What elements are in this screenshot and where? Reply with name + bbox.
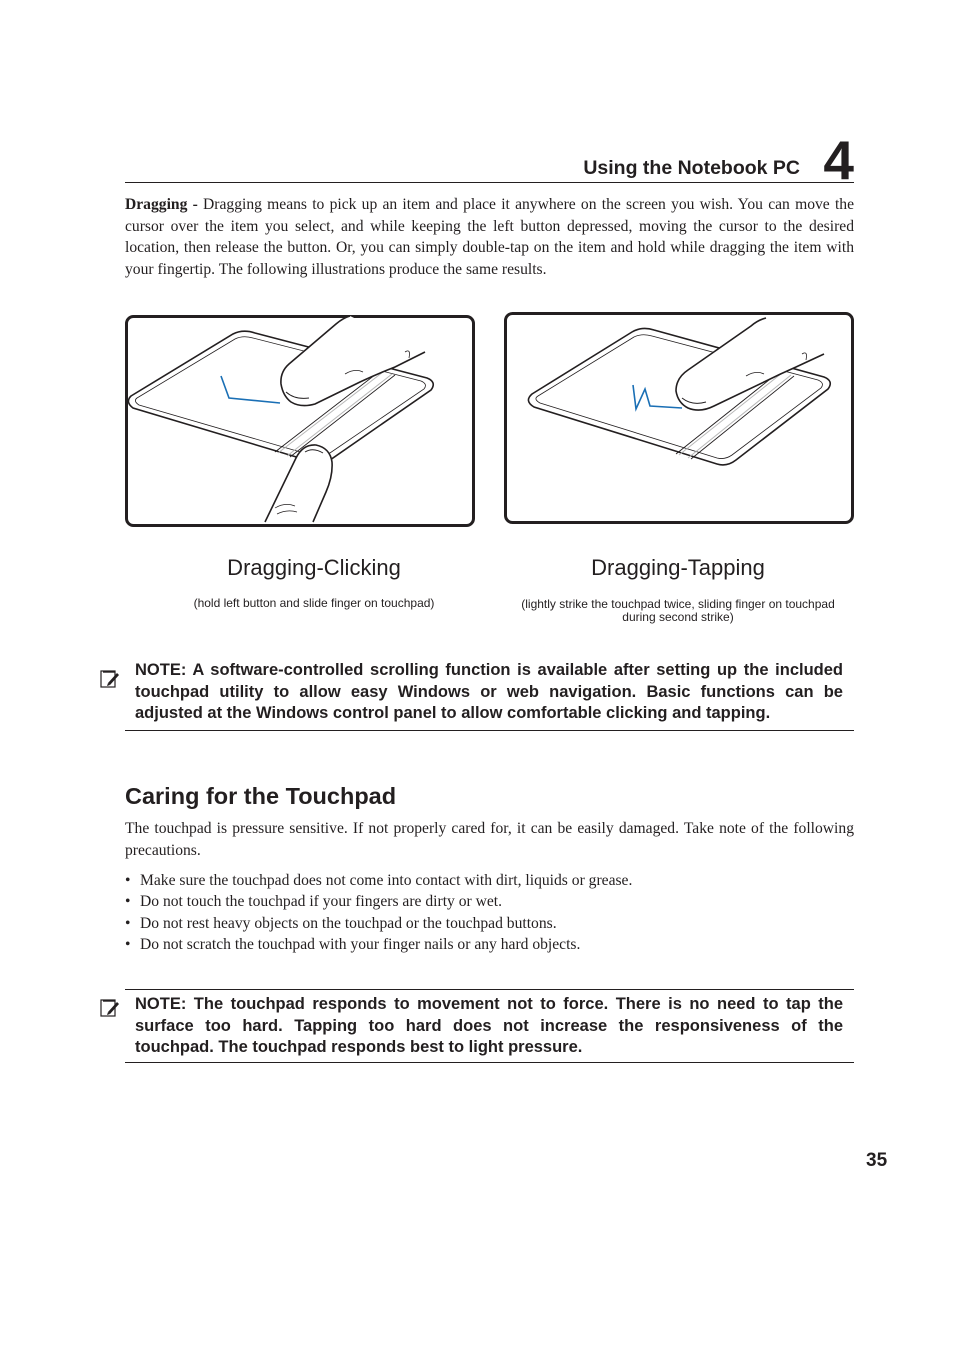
scrolling-note-text: NOTE: A software-controlled scrolling function is available after setting up the included touchpad utility to allow easy Windows or web navigation. Basic functions can be adjusted at the Windows control panel to allow comfortable clicking and tapping.: [135, 661, 843, 722]
dragging-clicking-title: Dragging-Clicking: [227, 555, 401, 580]
precautions-list: [125, 870, 854, 955]
note-divider: [125, 989, 854, 990]
scrolling-note: [125, 660, 854, 731]
page-header: [125, 129, 854, 191]
chapter-number: 4: [823, 129, 854, 191]
dragging-clicking-illustration: [125, 312, 475, 527]
dragging-term: Dragging -: [125, 196, 198, 213]
note-divider: [125, 730, 854, 731]
note-divider: [125, 1062, 854, 1063]
dragging-clicking-caption: (hold left button and slide finger on touchpad): [193, 596, 435, 610]
list-item: • Make sure the touchpad does not come into contact with dirt, liquids or grease.: [125, 870, 854, 891]
dragging-description: Dragging means to pick up an item and place it anywhere on the screen you wish. You can move the cursor over the item you select, and while keeping the left button depressed, moving the cursor to the desired location, then release the button. Or, you can simply double-tap on the item and hold while dragging the item with your fingertip. The following illustrations produce the same results.: [125, 196, 854, 278]
list-item: • Do not rest heavy objects on the touchpad or the touchpad buttons.: [125, 913, 854, 934]
list-item: • Do not scratch the touchpad with your finger nails or any hard objects.: [125, 934, 854, 955]
caring-heading: Caring for the Touchpad: [125, 783, 397, 809]
dragging-paragraph: [125, 194, 854, 280]
dragging-tapping-illustration: [504, 312, 854, 527]
note-pencil-icon: [99, 668, 121, 695]
pressure-note-text: NOTE: The touchpad responds to movement not to force. There is no need to tap the surface too hard. Tapping too hard does not increase the responsiveness of the touchpad. The touchpad responds best to light pressure.: [135, 995, 843, 1056]
dragging-tapping-title: Dragging-Tapping: [591, 555, 765, 580]
dragging-tapping-caption: (lightly strike the touchpad twice, sliding finger on touchpad during second strike): [521, 597, 835, 624]
page-number: 35: [866, 1150, 888, 1171]
caring-intro: The touchpad is pressure sensitive. If not properly cared for, it can be easily damaged. Take note of the following precautions.: [125, 820, 854, 859]
note-pencil-icon: [99, 997, 121, 1024]
section-title: Using the Notebook PC: [583, 157, 800, 179]
pressure-note: [125, 989, 854, 1063]
list-item: • Do not touch the touchpad if your fingers are dirty or wet.: [125, 891, 854, 912]
